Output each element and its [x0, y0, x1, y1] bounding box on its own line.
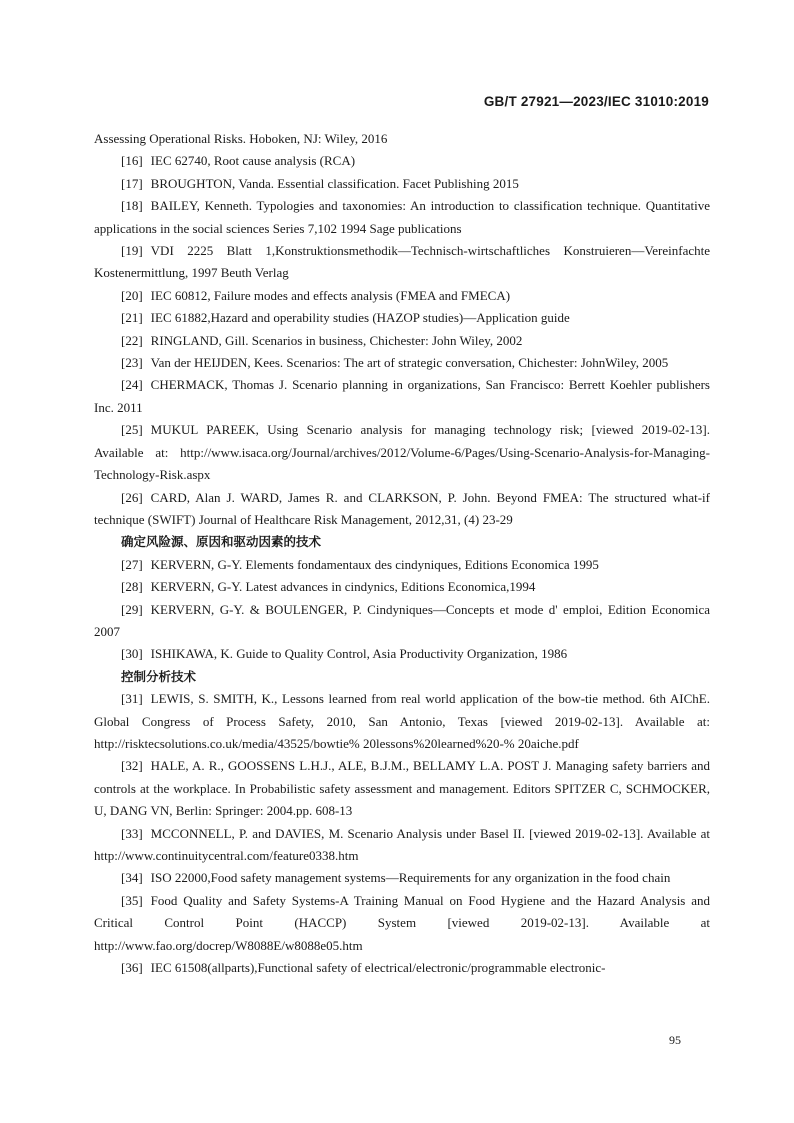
reference-entry [94, 599, 710, 644]
reference-text: IEC 61882,Hazard and operability studies (HAZOP studies)—Application guide [150, 310, 570, 326]
reference-text: VDI 2225 Blatt 1,Konstruktionsmethodik—Technisch-wirtschaftliches Konstruieren—Vereinfachte Kostenermittlung, 1997 Beuth Verlag [94, 243, 710, 281]
reference-entry [94, 487, 710, 532]
reference-entry [94, 867, 710, 889]
reference-entry [94, 195, 710, 240]
reference-text: LEWIS, S. SMITH, K., Lessons learned from real world application of the bow-tie method. 6th AIChE. Global Congress of Process Safety, 2010, San Antonio, Texas [viewed 2019-02-13]. Available at: http://risktecsolutions.co.uk/media/43525/bowtie% 20lessons%20learned%20-% 20aiche.pdf [94, 691, 710, 751]
reference-text: RINGLAND, Gill. Scenarios in business, Chichester: John Wiley, 2002 [150, 332, 523, 348]
reference-text: MUKUL PAREEK, Using Scenario analysis for managing technology risk; [viewed 2019-02-13]. Available at: http://www.isaca.org/Journal/archives/2012/Volume-6/Pages/Using-Scenario-Analysis-for-Managing-Technology-Risk.aspx [94, 422, 710, 483]
reference-number: [35] [121, 892, 143, 908]
reference-number: [27] [121, 556, 143, 572]
reference-number: [29] [121, 601, 143, 617]
reference-text: CHERMACK, Thomas J. Scenario planning in organizations, San Francisco: Berrett Koehler publishers Inc. 2011 [94, 377, 710, 415]
reference-entry [94, 352, 710, 374]
reference-entry [94, 554, 710, 576]
reference-entry [94, 374, 710, 419]
reference-number: [18] [121, 198, 143, 214]
reference-number: [17] [121, 175, 143, 191]
reference-number: [36] [121, 960, 143, 976]
reference-text: IEC 60812, Failure modes and effects analysis (FMEA and FMECA) [150, 287, 511, 303]
reference-text: MCCONNELL, P. and DAVIES, M. Scenario Analysis under Basel II. [viewed 2019-02-13]. Available at http://www.continuitycentral.com/feature0338.htm [94, 825, 710, 863]
section-heading: 确定风险源、原因和驱动因素的技术 [121, 534, 322, 550]
reference-number: [32] [121, 758, 143, 774]
reference-number: [22] [121, 332, 143, 348]
reference-number: [30] [121, 646, 143, 662]
reference-text: ISHIKAWA, K. Guide to Quality Control, Asia Productivity Organization, 1986 [150, 646, 568, 662]
bibliography-body [94, 128, 710, 979]
reference-text: BAILEY, Kenneth. Typologies and taxonomies: An introduction to classification technique. Quantitative applications in the social sciences Series 7,102 1994 Sage publications [94, 198, 710, 236]
reference-entry [94, 643, 710, 665]
section-heading: 控制分析技术 [121, 668, 197, 684]
reference-entry [94, 576, 710, 598]
reference-entry [94, 173, 710, 195]
reference-entry [94, 823, 710, 868]
reference-text: Van der HEIJDEN, Kees. Scenarios: The art of strategic conversation, Chichester: JohnWiley, 2005 [150, 355, 669, 371]
reference-text: KERVERN, G-Y. Elements fondamentaux des cindyniques, Editions Economica 1995 [150, 556, 599, 572]
reference-text: KERVERN, G-Y. & BOULENGER, P. Cindyniques—Concepts et mode d' emploi, Edition Economica 2007 [94, 601, 710, 639]
reference-entry [94, 957, 710, 979]
reference-entry [94, 755, 710, 822]
reference-number: [20] [121, 287, 143, 303]
reference-number: [28] [121, 579, 143, 595]
page-number: 95 [669, 1033, 681, 1047]
reference-entry [94, 688, 710, 755]
reference-number: [16] [121, 153, 143, 169]
reference-number: [33] [121, 825, 143, 841]
reference-text: Food Quality and Safety Systems-A Training Manual on Food Hygiene and the Hazard Analysis and Critical Control Point (HACCP) System [viewed 2019-02-13]. Available at http://www.fao.org/docrep/W8088E/w8088e05.htm [94, 892, 710, 953]
reference-text: BROUGHTON, Vanda. Essential classification. Facet Publishing 2015 [150, 175, 519, 191]
reference-number: [31] [121, 691, 143, 707]
reference-entry [94, 419, 710, 486]
reference-entry [94, 307, 710, 329]
reference-number: [26] [121, 489, 143, 505]
reference-entry [94, 330, 710, 352]
reference-text: IEC 62740, Root cause analysis (RCA) [150, 153, 356, 169]
reference-text: IEC 61508(allparts),Functional safety of electrical/electronic/programmable electronic- [150, 960, 606, 976]
reference-text: ISO 22000,Food safety management systems—Requirements for any organization in the food chain [150, 870, 671, 886]
standard-number-header: GB/T 27921—2023/IEC 31010:2019 [483, 94, 709, 109]
reference-continuation: Assessing Operational Risks. Hoboken, NJ: Wiley, 2016 [94, 131, 388, 146]
reference-entry [94, 285, 710, 307]
reference-number: [24] [121, 377, 143, 393]
reference-text: KERVERN, G-Y. Latest advances in cindynics, Editions Economica,1994 [150, 579, 536, 595]
reference-text: CARD, Alan J. WARD, James R. and CLARKSON, P. John. Beyond FMEA: The structured what-if technique (SWIFT) Journal of Healthcare Risk Management, 2012,31, (4) 23-29 [94, 489, 710, 527]
reference-entry [94, 240, 710, 285]
reference-entry [94, 150, 710, 172]
reference-number: [34] [121, 870, 143, 886]
reference-number: [23] [121, 355, 143, 371]
reference-number: [25] [121, 422, 143, 438]
reference-number: [21] [121, 310, 143, 326]
reference-number: [19] [121, 243, 143, 259]
reference-entry [94, 890, 710, 957]
reference-text: HALE, A. R., GOOSSENS L.H.J., ALE, B.J.M., BELLAMY L.A. POST J. Managing safety barriers and controls at the workplace. In Probabilistic safety assessment and management. Editors SPITZER C, SCHMOCKER, U, DANG VN, Berlin: Springer: 2004.pp. 608-13 [94, 758, 710, 819]
